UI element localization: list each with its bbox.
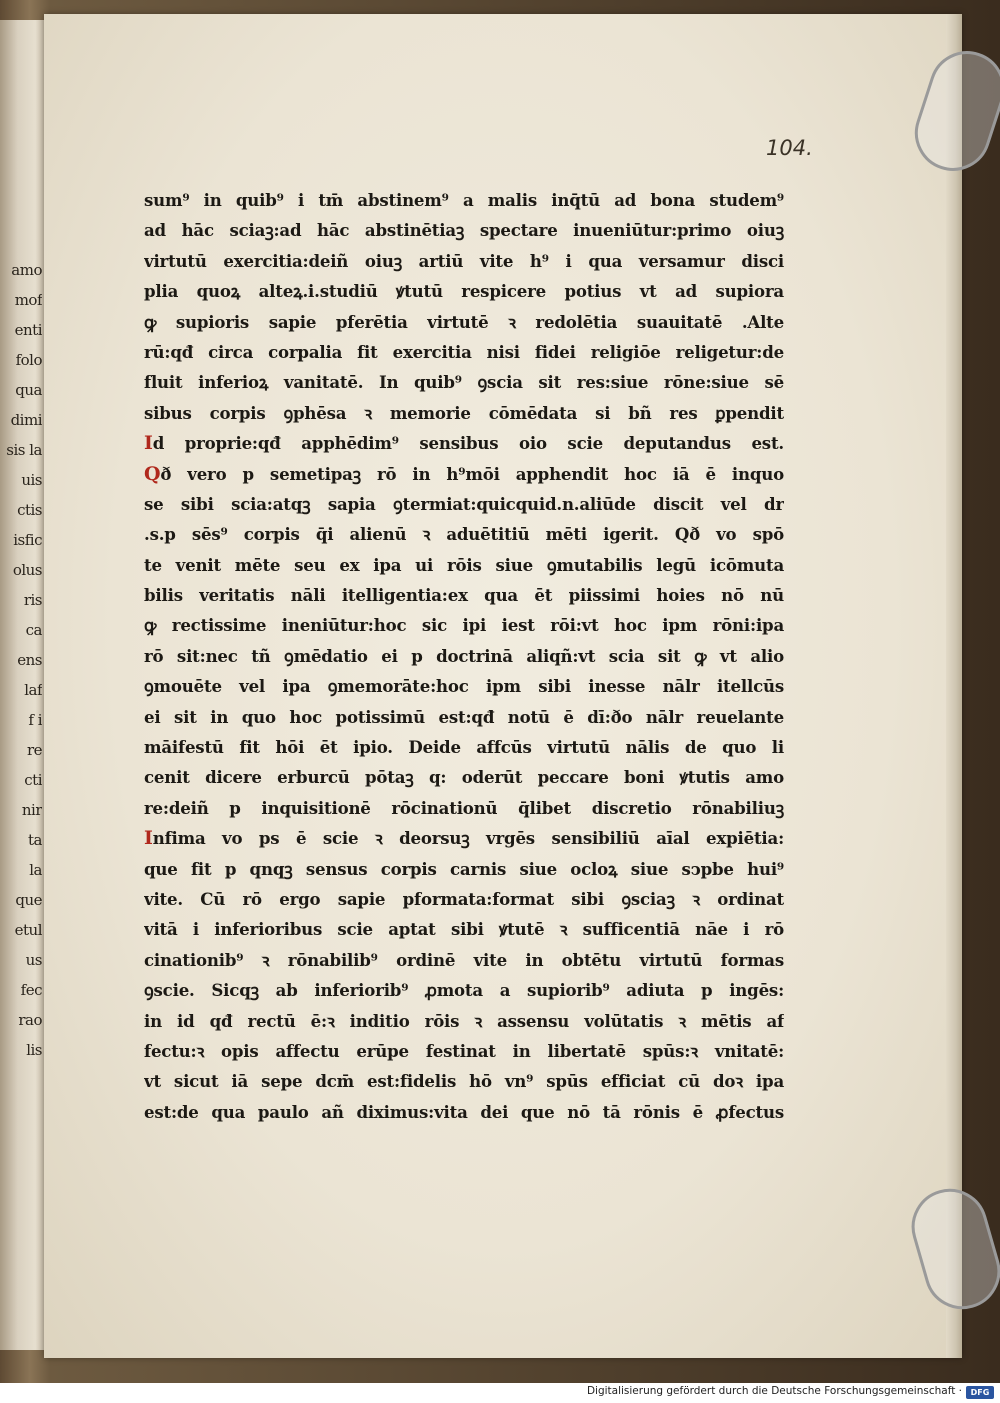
- facing-page-fragment: nir: [21, 801, 42, 819]
- rubric-initial: Q: [144, 462, 161, 485]
- facing-page-fragment: mof: [14, 291, 42, 309]
- text-line: [144, 428, 784, 458]
- line-text: ad hāc sciaꝫ:ad hāc abstinētiaꝫ spectare inueniūtur:primo oiuꝫ: [144, 220, 784, 241]
- facing-page-fragment: laf: [24, 681, 42, 699]
- line-text: ꝯmouēte vel ipa ꝯmemorāte:hoc ipm sibi inesse nālr itellcūs: [144, 676, 784, 697]
- line-text: virtutū exercitia:deiñ oiuꝫ artiū vite h⁹ i qua versamur disci: [144, 250, 784, 271]
- facing-page-fragment: la: [29, 861, 42, 879]
- text-line: [144, 1097, 784, 1127]
- text-line: [144, 1036, 784, 1066]
- line-text: plia quoꝝ alteꝝ.i.studiū ꝟtutū respicere potius vt ad supiora: [144, 281, 784, 302]
- line-text: est:de qua paulo añ diximus:vita dei que nō tā rōnis ē ꝓfectus: [144, 1101, 784, 1122]
- facing-page-fragment: ens: [17, 651, 42, 669]
- text-line: [144, 1066, 784, 1096]
- line-text: māifestū fit hōi ēt ipio. Deide affcūs virtutū nālis de quo li: [144, 737, 784, 758]
- facing-page-fragment: enti: [14, 321, 42, 339]
- facing-page-fragment: etul: [14, 921, 42, 939]
- line-text: in id qđ rectū ē:ꝛ inditio rōis ꝛ assensu volūtatis ꝛ mētis af: [144, 1010, 784, 1031]
- rubric-initial: I: [144, 827, 153, 850]
- line-text: ꝙ rectissime ineniūtur:hoc sic ipi iest rōi:vt hoc ipm rōni:ipa: [144, 615, 784, 636]
- facing-page-fragment: qua: [15, 381, 42, 399]
- facing-page-fragment: ta: [28, 831, 42, 849]
- line-text: d proprie:qđ apphēdim⁹ sensibus oio scie deputandus est.: [152, 433, 784, 454]
- line-text: sibus corpis ꝯphēsa ꝛ memorie cōmēdata si bñ res ꝑpendit: [144, 402, 784, 423]
- facing-page-fragment: uis: [21, 471, 42, 489]
- line-text: cinationib⁹ ꝛ rōnabilib⁹ ordinē vite in obtētu virtutū formas: [144, 949, 784, 970]
- text-line: [144, 307, 784, 337]
- line-text: fectu:ꝛ opis affectu erūpe festinat in libertatē spūs:ꝛ vnitatē:: [144, 1040, 784, 1061]
- text-line: [144, 610, 784, 640]
- line-text: ei sit in quo hoc potissimū est:qđ notū ē dī:ðo nālr reuelante: [144, 706, 784, 727]
- facing-page-fragment: sis la: [6, 441, 42, 459]
- line-text: sum⁹ in quib⁹ i tm̄ abstinem⁹ a malis inq̄tū ad bona studem⁹: [144, 190, 784, 210]
- facing-page-fragment: f i: [28, 711, 42, 729]
- facing-page-fragment: cti: [24, 771, 42, 789]
- facing-page-fragment: amo: [11, 261, 42, 279]
- text-line: [144, 793, 784, 823]
- text-line: [144, 337, 784, 367]
- facing-page-fragment: que: [15, 891, 42, 909]
- folio-number: 104.: [766, 136, 813, 160]
- text-line: [144, 732, 784, 762]
- digitization-footer: [0, 1383, 1000, 1403]
- line-text: vt sicut iā sepe dcm̄ est:fidelis hō vn⁹ spūs efficiat cū doꝛ ipa: [144, 1071, 784, 1092]
- line-text: rō sit:nec tñ ꝯmēdatio ei p doctrinā aliqñ:vt scia sit ꝙ vt alio: [144, 645, 784, 666]
- facing-page-fragment: isfic: [13, 531, 42, 549]
- line-text: te venit mēte seu ex ipa ui rōis siue ꝯmutabilis legū icōmuta: [144, 554, 784, 575]
- line-text: ꝯscie. Sicqꝫ ab inferiorib⁹ ꝓmota a supiorib⁹ adiuta p ingēs:: [144, 980, 784, 1001]
- line-text: vitā i inferioribus scie aptat sibi ꝟtutē ꝛ sufficentiā nāe i rō: [144, 919, 784, 940]
- facing-page-fragment: ris: [23, 591, 42, 609]
- facing-page-fragment: rao: [18, 1011, 42, 1029]
- text-line: [144, 367, 784, 397]
- text-line: [144, 671, 784, 701]
- book-page: [44, 14, 962, 1358]
- footer-credit: Digitalisierung gefördert durch die Deutsche Forschungsgemeinschaft ·: [586, 1385, 962, 1397]
- text-line: [144, 823, 784, 853]
- line-text: se sibi scia:atqꝫ sapia ꝯtermiat:quicquid.n.aliūde discit vel dr: [144, 493, 784, 514]
- text-line: [144, 276, 784, 306]
- line-text: .s.p sēs⁹ corpis q̄i alienū ꝛ aduētitiū mēti igerit. Qð vo spō: [144, 524, 784, 545]
- facing-page-fragment: dimi: [10, 411, 42, 429]
- text-line: [144, 854, 784, 884]
- facing-page-fragment: re: [26, 741, 42, 759]
- text-line: [144, 489, 784, 519]
- facing-page-fragment: fec: [20, 981, 42, 999]
- text-line: [144, 246, 784, 276]
- facing-page-fragments: [4, 255, 42, 1065]
- facing-page-edge: [0, 20, 46, 1350]
- rubric-initial: I: [144, 432, 153, 455]
- text-line: [144, 975, 784, 1005]
- line-text: ꝙ supioris sapie pferētia virtutē ꝛ redolētia suauitatē .Alte: [144, 311, 784, 332]
- text-line: [144, 702, 784, 732]
- line-text: re:deiñ p inquisitionē rōcinationū q̄libet discretio rōnabiliuꝫ: [144, 797, 784, 818]
- text-line: [144, 914, 784, 944]
- page-edge: [946, 14, 962, 1358]
- facing-page-fragment: folo: [15, 351, 42, 369]
- facing-page-fragment: ctis: [17, 501, 42, 519]
- text-line: [144, 945, 784, 975]
- line-text: cenit dicere erburcū pōtaꝫ q: oderūt peccare boni ꝟtutis amo: [144, 767, 784, 788]
- line-text: ð vero p semetipaꝫ rō in h⁹mōi apphendit hoc iā ē inquo: [160, 463, 784, 484]
- facing-page-fragment: us: [25, 951, 42, 969]
- text-line: [144, 884, 784, 914]
- text-line: [144, 185, 784, 215]
- line-text: que fit p qnqꝫ sensus corpis carnis siue ocloꝝ siue sↄpbe hui⁹: [144, 858, 784, 879]
- text-line: [144, 459, 784, 489]
- text-line: [144, 580, 784, 610]
- line-text: nfima vo ps ē scie ꝛ deorsuꝫ vrgēs sensibiliū aīal expiētia:: [152, 828, 784, 849]
- line-text: bilis veritatis nāli itelligentia:ex qua ēt piissimi hoies nō nū: [144, 585, 784, 606]
- text-line: [144, 519, 784, 549]
- line-text: vite. Cū rō ergo sapie pformata:format sibi ꝯsciaꝫ ꝛ ordinat: [144, 888, 784, 909]
- facing-page-fragment: lis: [26, 1041, 42, 1059]
- dfg-logo: DFG: [966, 1386, 994, 1399]
- text-line: [144, 398, 784, 428]
- text-line: [144, 1006, 784, 1036]
- facing-page-fragment: ca: [25, 621, 42, 639]
- text-line: [144, 641, 784, 671]
- line-text: rū:qđ circa corpalia fit exercitia nisi fidei religiōe religetur:de: [144, 341, 784, 362]
- facing-page-fragment: olus: [12, 561, 42, 579]
- text-line: [144, 550, 784, 580]
- text-line: [144, 215, 784, 245]
- line-text: fluit inferioꝝ vanitatē. In quib⁹ ꝯscia sit res:siue rōne:siue sē: [144, 372, 784, 393]
- text-block: [144, 185, 784, 1127]
- text-line: [144, 762, 784, 792]
